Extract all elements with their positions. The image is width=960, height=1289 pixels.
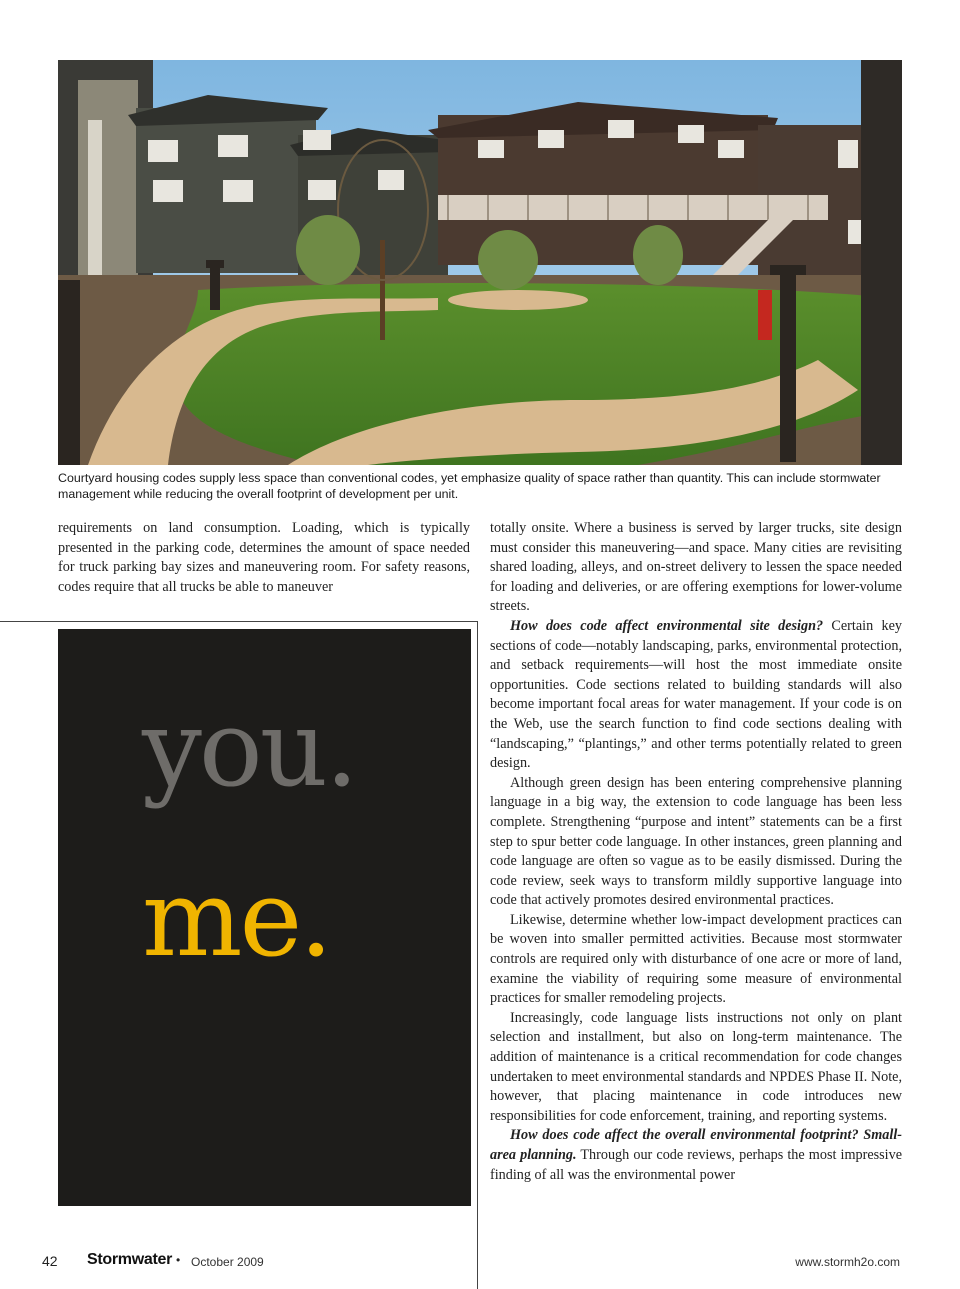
subheading: Small-area planning. <box>490 1127 902 1163</box>
left-paragraph: requirements on land consumption. Loading, which is typically presented in the parking code, determines the amount of space needed for truck parking bay sizes and maneuvering room. For safety reasons, codes require that all trucks be able to maneuver <box>58 520 470 595</box>
advertisement <box>58 629 471 1206</box>
paragraph: totally onsite. Where a business is served by larger trucks, site design must consider this maneuvering—and space. Many cities are revisiting shared loading, alleys, and on-street delivery to lessen the space needed for loading and deliveries, or are offering exemptions for lower-volume streets. <box>490 520 902 615</box>
ad-border-top <box>0 621 478 622</box>
page-number: 42 <box>42 1253 58 1269</box>
question-heading: How does code affect environmental site design? <box>510 617 824 634</box>
paragraph-body: Certain key sections of code—notably landscaping, parks, environmental protection, and setback requirements—will host the most immediate onsite opportunities. Code sections related to building standards will also become important focal areas for water management. If your code is on the Web, use the search function to find code sections dealing with “landscaping,” “plantings,” and other terms potentially related to green design. <box>490 617 903 772</box>
ad-line-me: me. <box>142 857 330 980</box>
paragraph-with-heading <box>490 1126 902 1185</box>
right-column <box>490 519 902 1185</box>
left-column <box>58 519 470 597</box>
courtyard-photo <box>58 60 902 465</box>
question-heading: How does code affect the overall environmental footprint? <box>510 1127 859 1144</box>
paragraph: Increasingly, code language lists instructions not only on plant selection and installment, but also on long-term maintenance. The addition of maintenance is a critical recommendation for code changes undertaken to meet environmental standards and NPDES Phase II. Note, however, that placing maintenance in code introduces new responsibilities for code enforcement, training, and reporting systems. <box>490 1009 902 1124</box>
paragraph: Likewise, determine whether low-impact development practices can be woven into smaller permitted activities. Because most stormwater controls are required only with disturbance of one acre or more of land, examine the viability of requiring some measure of environmental practices for smaller remodeling projects. <box>490 911 902 1007</box>
footer-bullet: • <box>176 1253 181 1267</box>
magazine-name: Stormwater <box>87 1251 173 1268</box>
paragraph-with-heading <box>490 617 902 774</box>
website-url[interactable]: www.stormh2o.com <box>795 1255 900 1269</box>
paragraph-body: Through our code reviews, perhaps the most impressive finding of all was the environmental power <box>490 1147 902 1183</box>
paragraph: Although green design has been entering comprehensive planning language in a big way, the extension to code language has been less complete. Strengthening “purpose and intent” statements can be a first step to spur better code language. In other instances, green planning and code language are often so vague as to be easily dismissed. During the code review, seek ways to transform mildly supportive language into code that actively promotes desired environmental practices. <box>490 774 902 909</box>
ad-border-right <box>477 621 478 1289</box>
issue-date: October 2009 <box>191 1255 264 1269</box>
photo-caption: Courtyard housing codes supply less space than conventional codes, yet emphasize quality of space rather than quantity. This can include stormwater management while reducing the overall footprint of development per unit. <box>58 471 881 501</box>
ad-line-you: you. <box>142 687 356 810</box>
courtyard-photo-illustration <box>58 60 902 465</box>
